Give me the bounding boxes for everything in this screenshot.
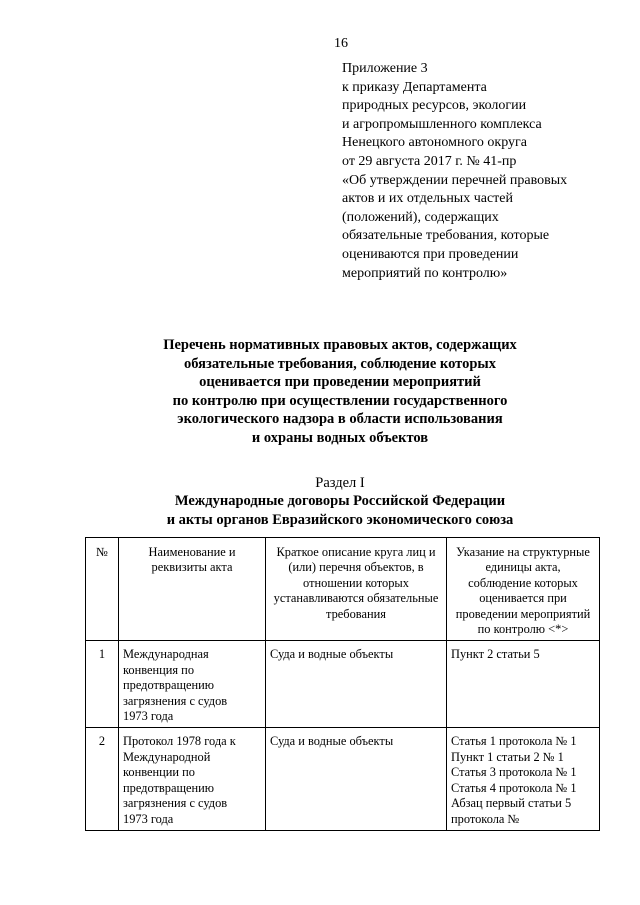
act-name-line: предотвращению: [123, 678, 215, 693]
appendix-line: природных ресурсов, экологии: [342, 98, 527, 114]
table-row: [86, 641, 600, 728]
act-name-line: 1973 года: [123, 811, 174, 826]
row-number: 1: [86, 641, 119, 728]
act-name-line: загрязнения с судов: [123, 693, 228, 708]
header-line: соблюдение которых: [468, 575, 578, 590]
appendix-line: и агропромышленного комплекса: [342, 116, 542, 132]
header-act-name: [119, 538, 266, 641]
act-name: [119, 728, 266, 830]
header-line: №: [96, 545, 108, 559]
header-line: Указание на структурные: [456, 545, 590, 559]
title-line: по контролю при осуществлении государственного: [172, 392, 508, 409]
section-title: [60, 492, 620, 529]
scope-description: Суда и водные объекты: [266, 641, 447, 728]
structural-unit-line: протокола №: [451, 811, 520, 826]
structural-units: [447, 728, 600, 830]
header-structural-units: [447, 538, 600, 641]
act-name-line: Международной: [123, 749, 211, 764]
appendix-line: Ненецкого автономного округа: [342, 135, 527, 151]
act-name: [119, 641, 266, 728]
appendix-reference: [342, 60, 612, 283]
title-line: оценивается при проведении мероприятий: [199, 374, 481, 391]
section-title-line: Международные договоры Российской Федерации: [174, 493, 506, 509]
header-line: проведении мероприятий: [455, 606, 591, 621]
structural-unit-line: Пункт 2 статьи 5: [451, 647, 540, 662]
title-line: и охраны водных объектов: [251, 429, 429, 446]
act-name-line: Протокол 1978 года к: [123, 734, 236, 749]
appendix-line: актов и их отдельных частей: [342, 191, 514, 207]
appendix-line: обязательные требования, которые: [342, 228, 550, 244]
appendix-line: «Об утверждении перечней правовых: [342, 172, 568, 188]
title-line: Перечень нормативных правовых актов, содержащих: [163, 337, 517, 353]
appendix-line: к приказу Департамента: [342, 79, 487, 95]
appendix-line: Приложение 3: [342, 61, 428, 76]
act-name-line: 1973 года: [123, 709, 174, 724]
section-title-line: и акты органов Евразийского экономического союза: [166, 511, 514, 528]
act-name-line: Международная: [123, 647, 209, 662]
appendix-line: оцениваются при проведении: [342, 246, 519, 262]
header-number: [86, 538, 119, 641]
structural-unit-line: Статья 1 протокола № 1: [451, 734, 577, 749]
header-line: Краткое описание круга лиц и: [276, 545, 436, 559]
scope-description: Суда и водные объекты: [266, 728, 447, 830]
appendix-line: (положений), содержащих: [342, 209, 499, 225]
row-number: 2: [86, 728, 119, 830]
header-line: отношении которых: [303, 575, 409, 590]
act-name-line: загрязнения с судов: [123, 796, 228, 811]
acts-table: [85, 537, 600, 831]
header-line: оценивается при: [479, 591, 567, 606]
title-line: обязательные требования, соблюдение которых: [184, 355, 496, 372]
act-name-line: конвенции по: [123, 765, 195, 780]
table-row: [86, 728, 600, 830]
header-line: Наименование и: [148, 545, 236, 559]
header-line: требования: [326, 606, 386, 621]
document-title: [60, 336, 620, 448]
appendix-line: от 29 августа 2017 г. № 41-пр: [342, 153, 517, 169]
header-line: (или) перечня объектов, в: [288, 560, 424, 575]
appendix-line: мероприятий по контролю»: [342, 265, 508, 281]
structural-unit-line: Статья 3 протокола № 1: [451, 765, 577, 780]
page-number: 16: [334, 36, 348, 51]
act-name-line: предотвращению: [123, 780, 215, 795]
structural-units: [447, 641, 600, 728]
structural-unit-line: Абзац первый статьи 5: [451, 796, 572, 811]
header-line: по контролю <*>: [477, 622, 569, 637]
act-name-line: конвенция по: [123, 662, 195, 677]
structural-unit-line: Пункт 1 статьи 2 № 1: [451, 749, 564, 764]
header-line: единицы акта,: [485, 560, 561, 575]
header-line: устанавливаются обязательные: [273, 591, 439, 606]
structural-unit-line: Статья 4 протокола № 1: [451, 780, 577, 795]
header-scope: [266, 538, 447, 641]
table-header-row: [86, 538, 600, 641]
section-label: Раздел I: [315, 475, 365, 491]
title-line: экологического надзора в области использования: [177, 411, 503, 428]
header-line: реквизиты акта: [151, 560, 233, 575]
